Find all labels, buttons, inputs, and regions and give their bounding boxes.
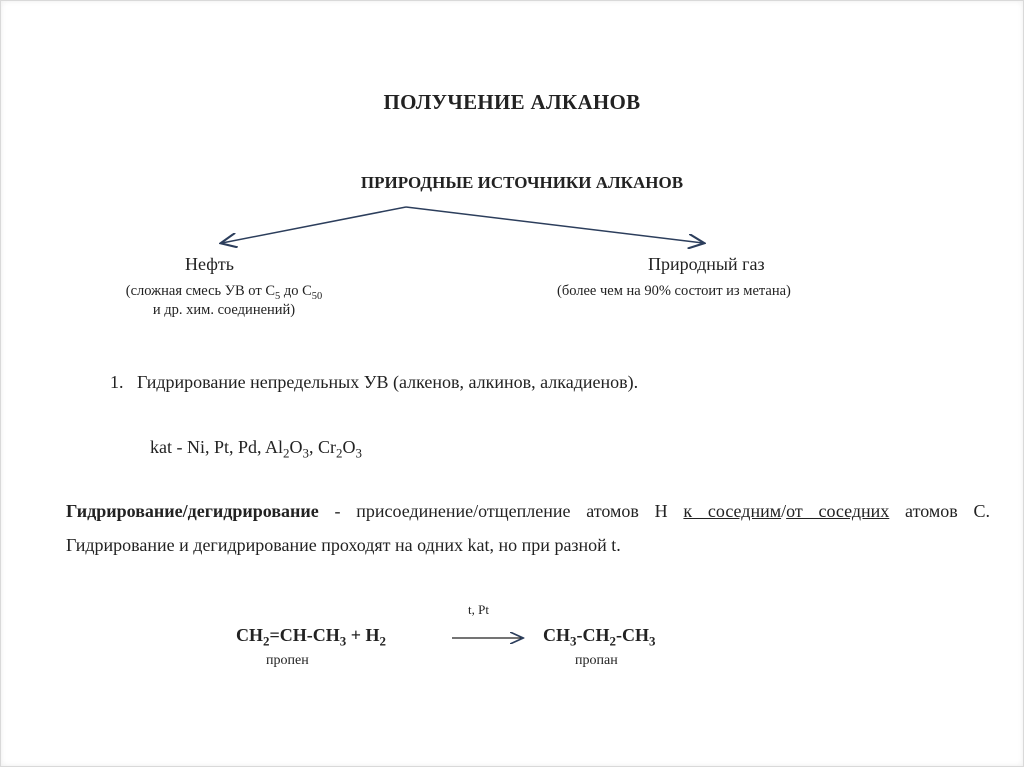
- definition-paragraph: Гидрирование/дегидрирование - присоединение/отщепление атомов Н к соседним/от соседних атомов С. Гидрирование и дегидрирование проходят на одних kat, но при разной t.: [66, 501, 990, 555]
- catalysts-line: kat - Ni, Pt, Pd, $Al_2O_3$, $Cr_2O_3$: [150, 437, 362, 461]
- page-title: ПОЛУЧЕНИЕ АЛКАНОВ: [383, 90, 641, 114]
- definition-term: Гидрирование/дегидрирование: [66, 501, 319, 521]
- section-subtitle: ПРИРОДНЫЕ ИСТОЧНИКИ АЛКАНОВ: [360, 173, 684, 192]
- arrow-to-gas: [406, 207, 703, 243]
- list-item-number: 1.: [110, 372, 124, 392]
- source-gas-name: Природный газ: [648, 254, 765, 274]
- equation-reactants: $CH_2=CH-CH_3 + H_2$: [236, 625, 386, 649]
- arrow-to-oil: [222, 207, 406, 243]
- list-item-1: [110, 372, 638, 393]
- reaction-condition: t, Pt: [468, 602, 489, 617]
- source-gas-desc: (более чем на 90% состоит из метана): [557, 283, 791, 299]
- source-oil-name: Нефть: [185, 254, 234, 274]
- list-item-text: Гидрирование непредельных УВ (алкенов, алкинов, алкадиенов).: [137, 372, 639, 392]
- equation-products: $CH_3-CH_2-CH_3$: [543, 625, 656, 649]
- product-label: пропан: [575, 653, 618, 668]
- source-oil-desc: (сложная смесь УВ от $С_5$ до $С_{50}$ и др. хим. соединений): [125, 283, 323, 318]
- reactant-label: пропен: [266, 653, 309, 668]
